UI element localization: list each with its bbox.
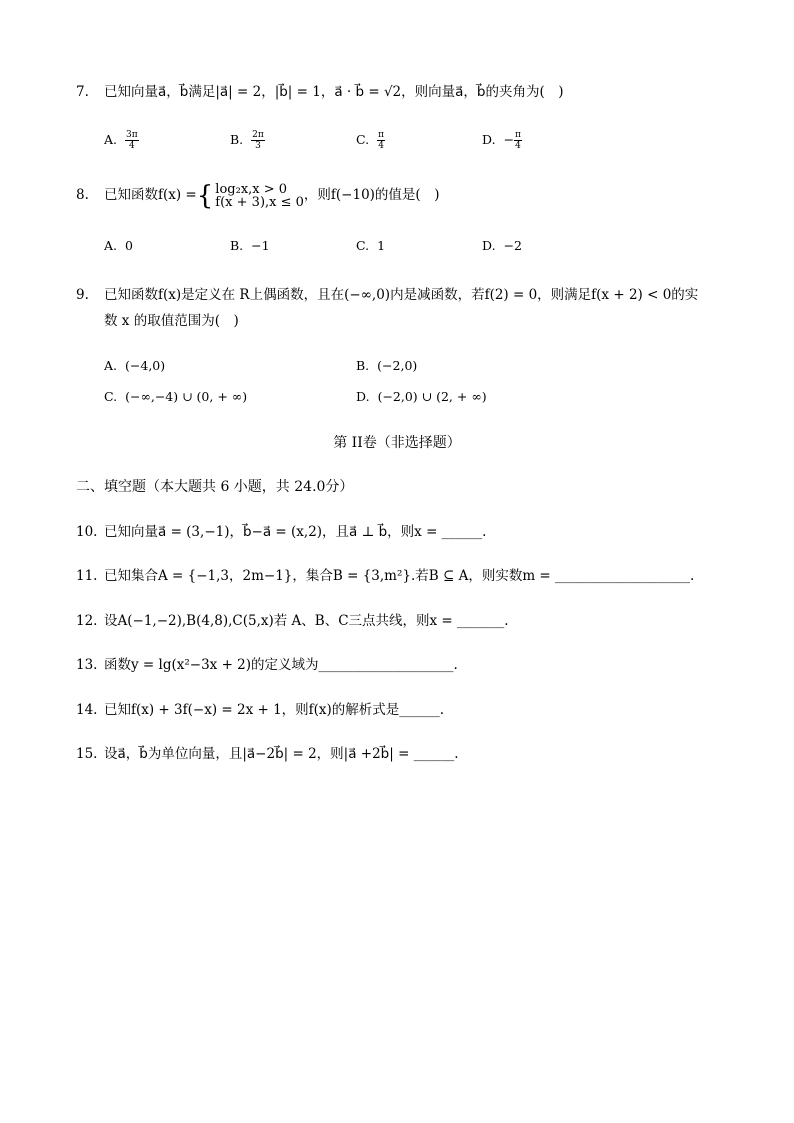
numerator: 2π — [252, 130, 264, 140]
question-text-line1: 已知函数f(x)是定义在 R上偶函数，且在(−∞,0)内是减函数，若f(2) = 0，则满足f(x + 2) < 0的实 — [104, 287, 699, 303]
q8-option-d — [482, 238, 522, 253]
part-2-title: 第 II卷（非选择题） — [333, 435, 461, 451]
option-value: (−4,0) — [125, 358, 166, 373]
question-12 — [76, 609, 509, 633]
question-number: 7. — [76, 84, 89, 100]
question-11 — [76, 564, 694, 588]
question-text: 函数y = lg(x²−3x + 2)的定义域为____________________. — [104, 657, 458, 673]
option-label: C. — [356, 238, 370, 253]
question-9-line2: 数 x 的取值范围为( ) — [104, 313, 239, 329]
question-number: 10. — [76, 524, 98, 540]
option-label: B. — [230, 238, 244, 253]
fraction — [377, 130, 385, 151]
numerator: 3π — [126, 130, 138, 140]
question-8 — [76, 180, 439, 210]
option-value: (−2,0) ∪ (2, + ∞) — [377, 389, 487, 404]
q9-option-a — [104, 358, 165, 373]
case-1: log₂x,x > 0 — [215, 181, 288, 197]
option-value: 1 — [377, 238, 386, 253]
denominator: 4 — [515, 141, 521, 151]
option-value: −1 — [251, 238, 270, 253]
question-text: 已知向量a⃗ = (3,−1)，b⃗−a⃗ = (x,2)，且a⃗ ⊥ b⃗，则x = ______. — [104, 524, 487, 540]
case-2: f(x + 3),x ≤ 0 — [215, 194, 304, 210]
option-sign: − — [503, 132, 515, 147]
numerator: π — [378, 130, 385, 140]
fraction — [125, 130, 139, 151]
option-label: C. — [104, 389, 118, 404]
q7-option-a — [104, 130, 139, 151]
question-14 — [76, 698, 444, 722]
question-number: 12. — [76, 613, 98, 629]
question-number: 15. — [76, 746, 98, 762]
q7-option-d — [482, 130, 522, 151]
option-label: D. — [356, 389, 370, 404]
question-prefix: 已知函数f(x) = — [104, 187, 197, 203]
section-2-heading: 二、填空题（本大题共 6 小题，共 24.0分） — [76, 479, 354, 495]
option-label: A. — [104, 132, 118, 147]
numerator: π — [515, 130, 521, 140]
question-text: 已知集合A = {−1,3，2m−1}，集合B = {3,m²}.若B ⊆ A，则实数m = ____________________. — [104, 568, 695, 584]
question-10 — [76, 520, 486, 544]
q8-option-a — [104, 238, 133, 253]
question-7 — [76, 80, 564, 104]
brace-symbol: { — [196, 180, 214, 211]
question-13 — [76, 653, 458, 677]
option-label: B. — [356, 358, 370, 373]
option-label: B. — [230, 132, 244, 147]
q7-option-b — [230, 130, 265, 151]
question-suffix: ，则f(−10)的值是( ) — [303, 187, 440, 203]
fraction — [251, 130, 265, 151]
question-number: 11. — [76, 568, 98, 584]
question-number: 8. — [76, 187, 89, 203]
question-text: 设a⃗，b⃗为单位向量，且|a⃗−2b⃗| = 2，则|a⃗ +2b⃗| = ______. — [104, 746, 459, 762]
denominator: 3 — [255, 141, 261, 151]
q9-option-b — [356, 358, 417, 373]
question-number: 9. — [76, 287, 89, 303]
question-text: 已知f(x) + 3f(−x) = 2x + 1，则f(x)的解析式是______. — [104, 702, 445, 718]
option-label: D. — [482, 132, 496, 147]
option-label: C. — [356, 132, 370, 147]
question-text: 设A(−1,−2),B(4,8),C(5,x)若 A、B、C三点共线，则x = _______. — [104, 613, 509, 629]
denominator: 4 — [378, 141, 384, 151]
option-value: −2 — [503, 238, 522, 253]
q7-option-c — [356, 130, 385, 151]
question-number: 14. — [76, 702, 98, 718]
option-value: 0 — [125, 238, 133, 253]
q8-option-c — [356, 238, 385, 253]
denominator: 4 — [128, 141, 135, 151]
option-value: (−2,0) — [377, 358, 418, 373]
option-label: D. — [482, 238, 496, 253]
piecewise-cases — [215, 183, 304, 209]
q9-option-c — [104, 389, 247, 404]
fraction — [514, 130, 522, 151]
question-text: 已知向量a⃗，b⃗满足|a⃗| = 2，|b⃗| = 1，a⃗ · b⃗ = √2，则向量a⃗，b⃗的夹角为( ) — [104, 84, 564, 100]
question-9 — [76, 283, 698, 307]
question-number: 13. — [76, 657, 98, 673]
question-15 — [76, 742, 458, 766]
option-label: A. — [104, 358, 118, 373]
q9-option-d — [356, 389, 487, 404]
option-label: A. — [104, 238, 118, 253]
option-value: (−∞,−4) ∪ (0, + ∞) — [125, 389, 248, 404]
q8-option-b — [230, 238, 270, 253]
